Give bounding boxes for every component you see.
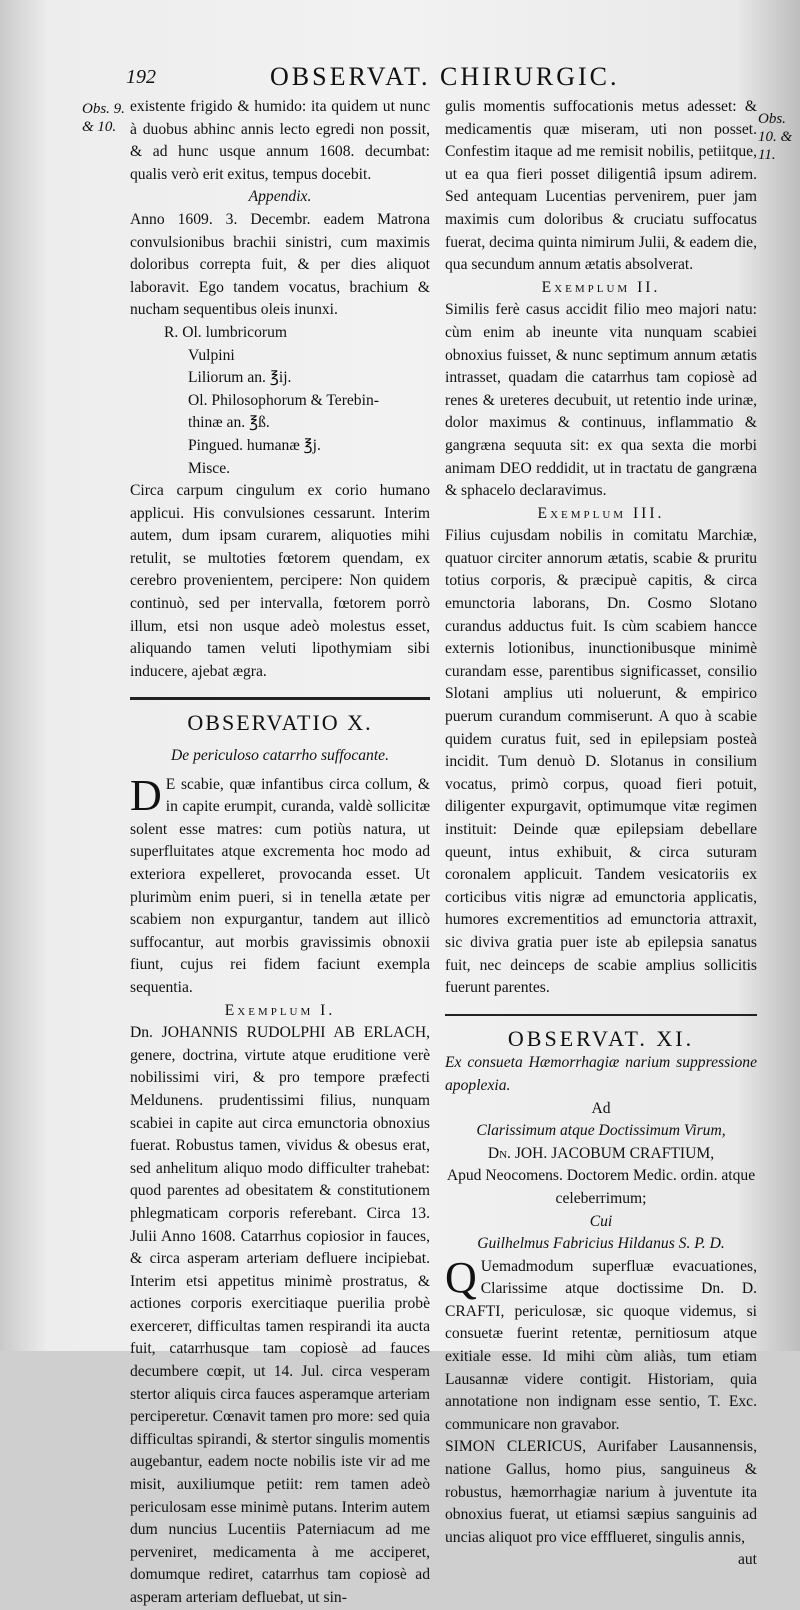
drop-cap: D [130, 770, 162, 820]
observation-xi-subtitle: Ex consueta Hæmorrhagiæ narium suppressione apoplexia. [445, 1054, 757, 1094]
dedication-name: Dn. JOH. JACOBUM CRAFTIUM, [487, 1144, 715, 1162]
section-rule [445, 1014, 757, 1016]
observation-xi-opening [445, 1252, 757, 1437]
left-paragraph-4: E scabie, quæ infantibus circa collum, & in capite erumpit, curanda, valdè sollicitæ solent esse matres: cum potiùs natura, ut superfluitates atque excrementa hoc modo ad exteriora expelleret, provocanda esset. Ut plurimùm enim pueri, si in tenella ætate per scabiem non expurgantur, tandem aut illicò suffocantur, aut morbis gravissimis obnoxii fiunt, cujus rei fidem faciunt exempla sequentia. [130, 775, 430, 996]
prescription-line: R. Ol. lumbricorum [164, 323, 288, 341]
left-column [130, 96, 430, 1610]
prescription-line: Pingued. humanæ ℥j. [188, 436, 321, 454]
prescription-line: Ol. Philosophorum & Terebin- [188, 391, 379, 409]
right-paragraph-3: Filius cujusdam nobilis in comitatu Marchiæ, quatuor circiter annorum ætatis, scabie & pruritu totius corporis, & præcipuè capitis, & circa emunctoria laborans, Dn. Cosmo Slotano curandus adductus fuit. Is cùm scabiem hancce externis lotionibus, inunctionibusque minimè curandam esse, parentibus significasset, consilio Slotani amplius uti noluerunt, & empirico puerum curandum commiserunt. A quo à scabie quidem curatus fuit, sed in epilepsiam posteà incidit. Tum denuò D. Slotanus in consilium vocatus, primò corpus, quoad fieri potuit, diligenter expurgavit, optimumque vitæ regimen instituit: Deinde quæ epilepsiam debellare queunt, intus exhibuit, & circa suturam coronalem applicuit. Tandem vesicatoriis ex corticibus vitis nigræ ad emunctoria applicatis, humores excrementitios ad emunctoria attraxit, sic diviva gratia puer iste ab epilepsia sanatus fuit, nec deinceps de scabie amplius sollicitis fuerunt parentes. [445, 527, 757, 997]
right-paragraph-4: Uemadmodum superfluæ evacuationes, Clarissime atque doctissime Dn. D. CRAFTI, periculosæ, sic quoque videmus, si consuetæ fuerint retentæ, pernitiosum atque exitiale esse. Id mihi cùm aliàs, tum etiam Lausannæ videre contigit. Historiam, quia annotatione non indignam esse sentio, T. Exc. communicare non gravabor. [445, 1257, 757, 1433]
appendix-title: Appendix. [248, 188, 312, 206]
right-paragraph-1: gulis momentis suffocationis metus adesset: & medicamentis quæ miseram, uti non posset. Confestim itaque ad me remisit nobilis, petiitque, ut ea qua fieri posset diligentiâ ipsum adirem. Sed antequam Lucentias pervenirem, puer jam maximis cum doloribus & cruciatu suffocatus fuerat, decima quinta nimirum Julii, & eadem die, qua secundum annum ætatis absolverat. [445, 98, 757, 274]
dedication-cui: Cui [589, 1212, 613, 1230]
page-number: 192 [126, 66, 156, 88]
running-header [120, 60, 760, 94]
right-column [445, 96, 757, 1572]
exemplum-1-heading: Exemplum I. [224, 1001, 336, 1019]
dedication-ad: Ad [591, 1099, 611, 1117]
observation-x-opening [130, 770, 430, 1000]
prescription-line: Liliorum an. ℥ij. [188, 369, 292, 387]
left-paragraph-2: Anno 1609. 3. Decembr. eadem Matrona convulsionibus brachii sinistri, cum maximis doloribus correpta fuit, & per dies aliquot laboravit. Ego tandem vocatus, brachium & nucham sequentibus oleis inunxi. [130, 210, 430, 319]
dedication-line: Apud Neocomens. Doctorem Medic. ordin. atque celeberrimum; [446, 1167, 756, 1207]
exemplum-2-heading: Exemplum II. [541, 278, 661, 296]
observation-x-title: OBSERVATIO X. [187, 710, 373, 736]
left-paragraph-1: existente frigido & humido: ita quidem ut nunc à duobus abhinc annis lecto egredi non possit, & ad hunc usque annum 1608. decumbat: qualis verò erit exitus, tempus docebit. [130, 98, 430, 183]
observation-xi-title: OBSERVAT. XI. [507, 1025, 695, 1051]
section-rule [130, 697, 430, 700]
running-title: OBSERVAT. CHIRURGIC. [270, 62, 620, 91]
right-paragraph-5: SIMON CLERICUS, Aurifaber Lausannensis, natione Gallus, homo pius, sanguineus & robustus, hæmorrhagiæ narium à juventute ita obnoxius fuerat, ut etiamsi sæpius sanguinis ad uncias aliquot pro vice effflueret, singulis annis, [445, 1438, 757, 1546]
prescription-line: thinæ an. ℥ß. [188, 414, 270, 432]
exemplum-3-heading: Exemplum III. [537, 504, 665, 522]
prescription-line: Vulpini [188, 346, 235, 364]
dedication-author: Guilhelmus Fabricius Hildanus S. P. D. [477, 1235, 725, 1253]
dedication-line: Clarissimum atque Doctissimum Virum, [476, 1122, 726, 1140]
observation-x-subtitle: De periculoso catarrho suffocante. [170, 747, 389, 765]
right-paragraph-2: Similis ferè casus accidit filio meo majori natu: cùm enim ab ineunte vita nunquam scabiei obnoxius fuisset, & nunc septimum annum ætatis intrasset, quadam die catarrhus tam copiosè ad renes & ureteres decubuit, ut retentio inde urinæ, dolor maximus & continuus, inflammatio & gangræna sequuta sit: ex qua sexta die morbi animam DEO reddidit, ut in tractatu de gangræna & sphacelo declaravimus. [445, 301, 757, 500]
margin-note-left: Obs. 9. & 10. [82, 101, 125, 135]
left-paragraph-3: Circa carpum cingulum ex corio humano applicui. His convulsiones cessarunt. Interim autem, dum ipsam curarem, aliquoties mihi retulit, se multoties fœtorem quendam, ex cerebro provenientem, percipere: Non quidem continuò, sed per intervalla, fœtorem porrò illum, etsi non usque adeò molestus esset, aliquando tamen veluti lipothymiam sibi inducere, ajebat ægra. [130, 482, 430, 680]
prescription-line: Misce. [188, 459, 231, 477]
drop-cap: Q [445, 1252, 477, 1302]
margin-note-right: Obs. 10. & 11. [758, 111, 793, 163]
left-paragraph-5: Dn. JOHANNIS RUDOLPHI AB ERLACH, genere, doctrina, virtute atque eruditione verè nobilissimi viri, & pro tempore præfecti Meldunens. prudentissimi filius, nunquam scabiei in capite aut circa emunctoria obnoxius fuerat. Robustus tamen, vividus & obesus erat, sed anhelitum aliquo modo difficulter trahebat: quod parentes ad obesitatem & constitutionem phlegmaticam corporis referebant. Circa 13. Julii Anno 1608. Catarrhus copiosior in fauces, & circa asperam arteriam defluere incipiebat. Interim etsi appetitus minimè prostratus, & actiones corporis exercitiaque puerilia probè exercerет, difficultas tamen respirandi ita aucta fuit, catarrhusque tam copiosè ad fauces decumbere cœpit, ut 14. Jul. circa vesperam stertor aliquis circa fauces asperamque arteriam perciperetur. Cœnavit tamen pro more: sed quia difficultas spirandi, & stertor singulis momentis augebantur, eadem nocte nobilis iste vir ad me misit, auxiliumque petiit: rem tamen adeò periculosam esse minimè putans. Interim autem dum nuncius Lucentiis Paterniacum ad me perveniret, medicamenta à me acciperet, domumque rediret, catarrhus tam copiosè ad asperam arteriam defluebat, ut sin- [130, 1024, 430, 1606]
catchword: aut [737, 1551, 757, 1569]
prescription [164, 322, 430, 480]
